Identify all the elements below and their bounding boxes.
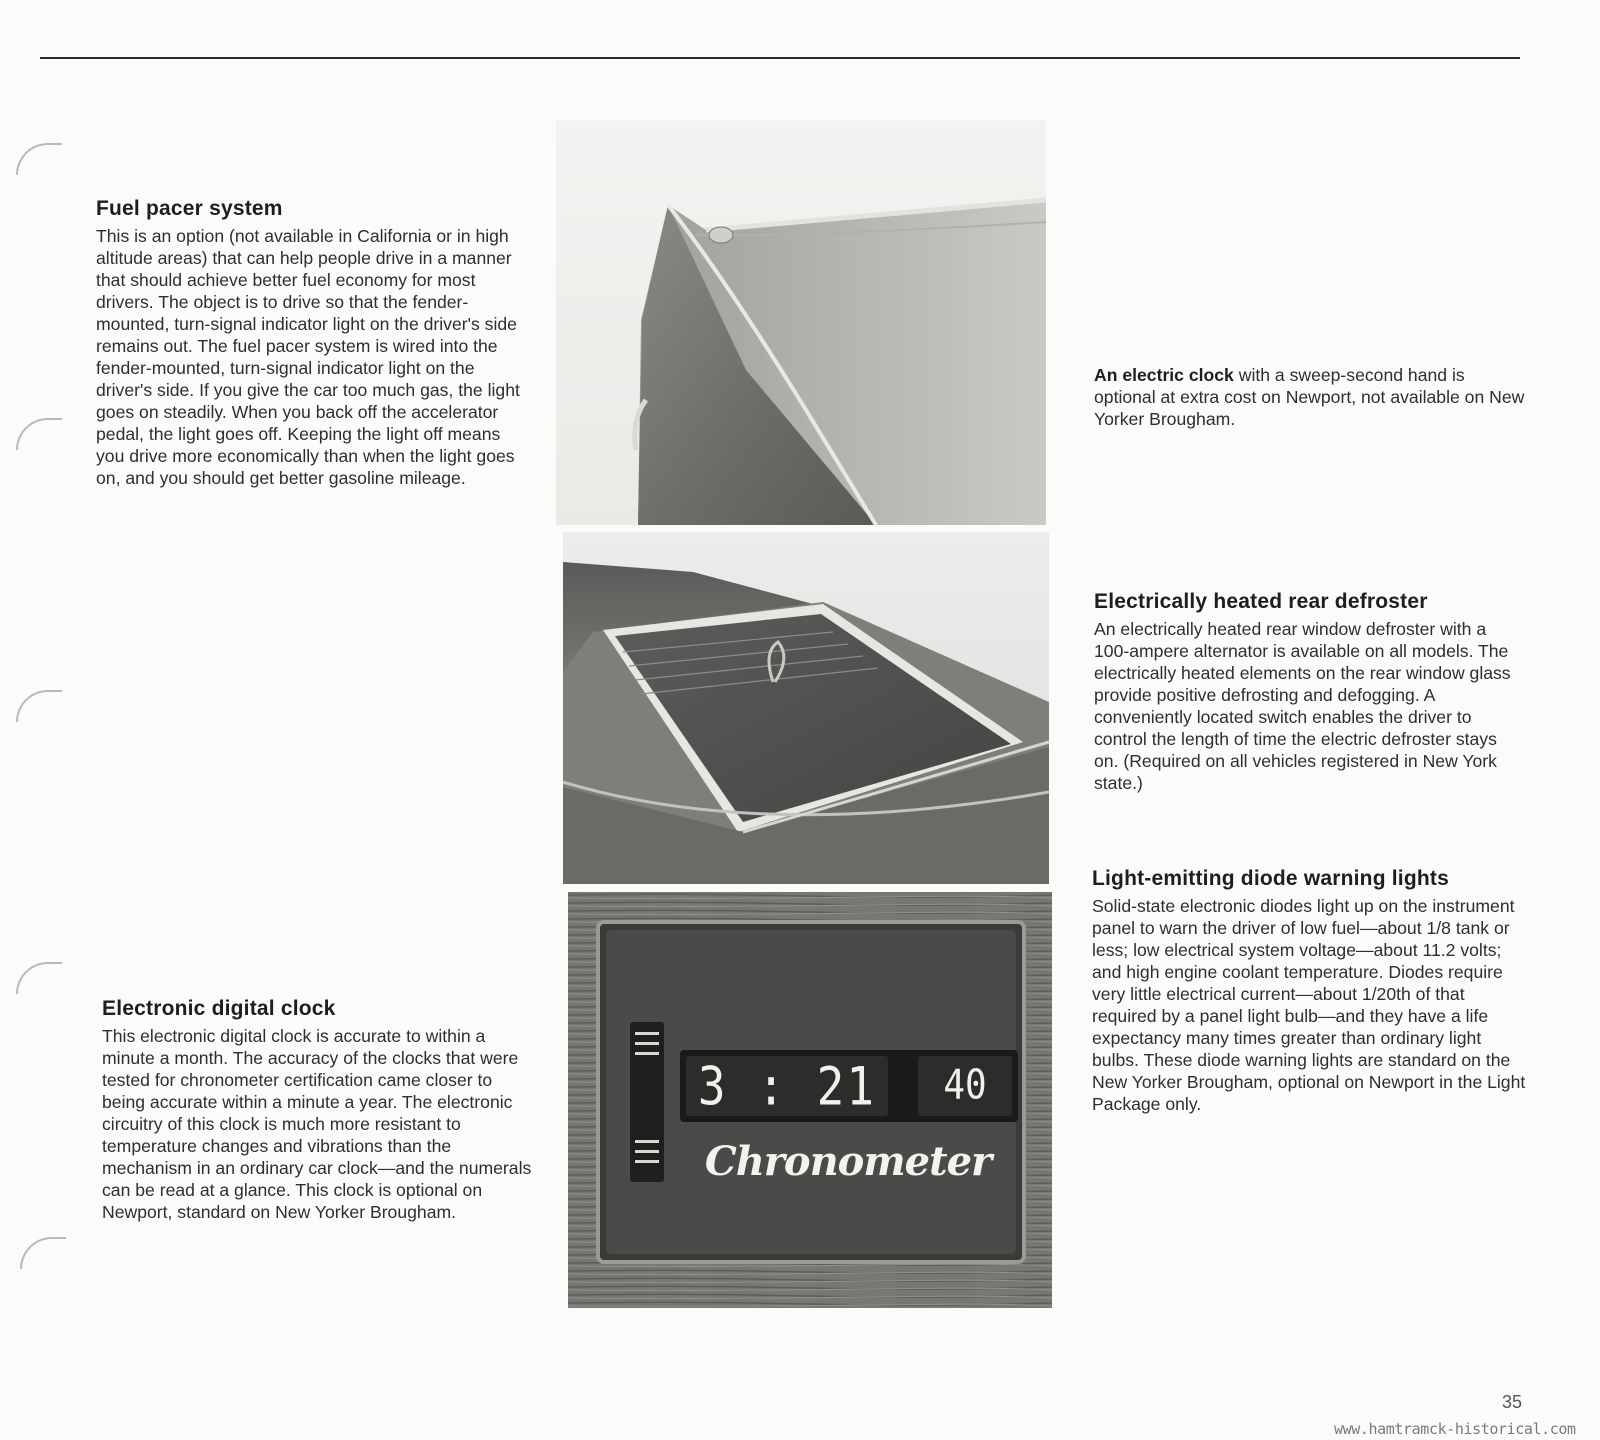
photo-rear-window <box>563 532 1049 884</box>
fuel-pacer-title: Fuel pacer system <box>96 197 283 220</box>
binder-hole <box>16 962 62 994</box>
binder-hole <box>16 143 62 175</box>
photo-rear-fender <box>556 120 1046 525</box>
fender-illustration <box>556 120 1046 525</box>
header-rule <box>40 57 1520 59</box>
binder-hole <box>16 418 62 450</box>
digital-clock-section <box>102 997 534 1223</box>
photo-chronometer <box>568 892 1052 1308</box>
page-number: 35 <box>1502 1392 1523 1412</box>
electric-clock-section <box>1094 364 1526 430</box>
fuel-pacer-body: This is an option (not available in California or in high altitude areas) that can help people drive in a manner that should achieve better fuel economy for most drivers. The object is to drive so that the fender-mounted, turn-signal indicator light on the driver's side remains out. The fuel pacer system is wired into the fender-mounted, turn-signal indicator light on the driver's side. If you give the car too much gas, the light goes on steadily. When you back off the accelerator pedal, the light goes off. Keeping the light off means you drive more economically than when the light goes on, and you should get better gasoline mileage. <box>96 226 520 488</box>
chronometer-logo: Chronometer <box>704 1138 992 1185</box>
led-lights-body: Solid-state electronic diodes light up on the instrument panel to warn the driver of low fuel—about 1/8 tank or less; low electrical system voltage—about 11.2 volts; and high engine coolant temperature. Diodes require very little electrical current—about 1/20th of that required by a panel light bulb—and they have a life expectancy many times greater than ordinary light bulbs. These diode warning lights are standard on the New Yorker Brougham, optional on Newport in the Light Package only. <box>1092 896 1526 1114</box>
rear-window-illustration <box>563 532 1049 884</box>
digital-clock-body: This electronic digital clock is accurate to within a minute a month. The accuracy of the clocks that were tested for chronometer certification came closer to being accurate within a minute a year. The electronic circuitry of this clock is much more resistant to temperature changes and vibrations than the mechanism in an ordinary car clock—and the numerals can be read at a glance. This clock is optional on Newport, standard on New Yorker Brougham. <box>102 1026 532 1222</box>
watermark: www.hamtramck-historical.com <box>1334 1420 1576 1438</box>
led-lights-title: Light-emitting diode warning lights <box>1092 867 1449 890</box>
led-lights-section <box>1092 867 1526 1115</box>
binder-hole <box>20 1237 66 1269</box>
fuel-pacer-section <box>96 197 526 489</box>
clock-time-display: 3 : 21 <box>697 1054 877 1118</box>
clock-seconds-display: 40 <box>943 1061 987 1109</box>
electric-clock-text <box>1094 364 1526 430</box>
electric-clock-lead: An electric clock <box>1094 365 1234 385</box>
rear-defroster-body: An electrically heated rear window defroster with a 100-ampere alternator is available on all models. The electrically heated elements on the rear window glass provide positive defrosting and defogging. A conveniently located switch enables the driver to control the length of time the electric defroster stays on. (Required on all vehicles registered in New York state.) <box>1094 619 1511 793</box>
digital-clock-title: Electronic digital clock <box>102 997 336 1020</box>
electric-clock-body: with a sweep-second hand is optional at extra cost on Newport, not available on New Yorker Brougham. <box>1094 365 1525 429</box>
binder-hole <box>16 690 62 722</box>
rear-defroster-section <box>1094 590 1526 794</box>
rear-defroster-title: Electrically heated rear defroster <box>1094 590 1428 613</box>
